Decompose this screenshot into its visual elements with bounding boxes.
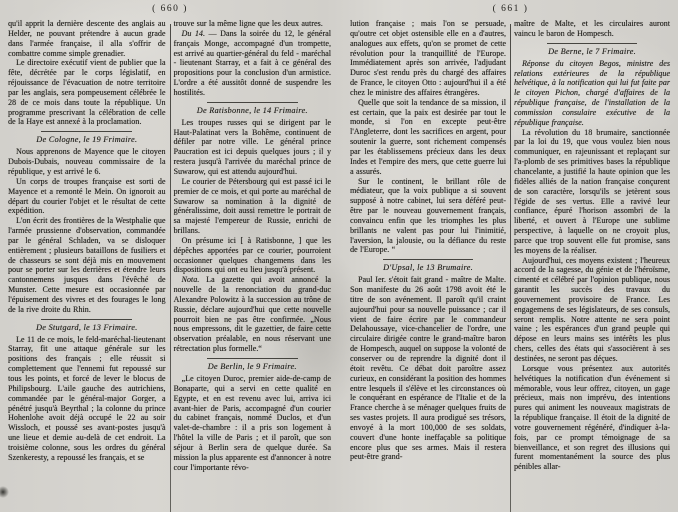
paragraph: Réponse du citoyen Begos, ministre des relations extérieures de la république helvétique, à la notification qui lui fut faite par le citoyen Pichon, chargé d'affaires de la république française, de l'installation de la commission consulaire exécutive de la république française. bbox=[514, 58, 670, 127]
paragraph bbox=[174, 275, 332, 354]
section-heading: De Ratisbonne, le 14 Frimaire. bbox=[196, 105, 308, 115]
paragraph: qu'il apprit la dernière descente des anglais au Helder, ne pouvant prétendre à aucun grade dans l'armée française, il alla s'offrir de combattre comme simple grenadier. bbox=[8, 19, 166, 58]
paragraph: Les troupes russes qui se dirigent par le Haut-Palatinat vers la Bohême, continuent de défiler par notre ville. Le général prince Paucration est ici depuis quelques jours ; il y restera jusqu'à l'arrivée du maréchal prince de Suwarow, qui est attendu aujourd'hui. bbox=[173, 117, 331, 176]
paragraph: L'on écrit des frontières de la Westphalie que l'armée prussienne d'observation, commandée par le général Schladen, va se disloquer entièrement ; plusieurs bataillons de fusiliers et de chasseurs se sont déjà mis en mouvement pour se porter sur les derrières et étendre leurs cantonnemens jusques dans l'évêché de Munster. Cette mesure est occasionnée par l'épuisement des vivres et des fourages le long de la rive droite du Rhin. bbox=[8, 216, 166, 314]
page-660-columns bbox=[5, 18, 335, 512]
section-rule bbox=[547, 43, 637, 44]
section-heading: De Berne, le 7 Frimaire. bbox=[548, 46, 636, 56]
page-number-left: ( 660 ) bbox=[152, 4, 188, 14]
section-rule bbox=[41, 319, 132, 320]
paragraph-lead: Nota. bbox=[181, 275, 200, 285]
page-661-columns bbox=[347, 18, 674, 512]
paragraph: Le directoire exécutif vient de publier que la fête, décrétée par le corps législatif, en réjouissance de l'évacuation de notre territoire par les anglais, sera pompeusement célébrée le 28 de ce mois dans toute la république. Un programme prescrivant la célébration de celle de la Haye est annexé à la proclamation. bbox=[8, 58, 166, 127]
paragraph: Nous apprenons de Mayence que le citoyen Dubois-Dubais, nouveau commissaire de la république, y est arrivé le 6. bbox=[8, 147, 166, 176]
paragraph: „Le citoyen Duroc, premier aide-de-camp de Bonaparte, qui a servi en cette qualité en Egypte, et en est revenu avec lui, arriva ici avant-hier de Paris, accompagné d'un courier du cabinet français, nommé Duclos, et d'un valet-de-chambre : il a pris son logement à l'hôtel la ville de Paris ; et il paroît, que son séjour à Berlin sera de quelque durée. Sa mission la plus apparente est d'annoncer à notre cour l'importante révo- bbox=[173, 374, 331, 472]
section-heading: De Stutgard, le 13 Frimaire. bbox=[36, 322, 138, 332]
text-column-4 bbox=[511, 18, 674, 512]
paragraph: Aujourd'hui, ces moyens existent ; l'heureux accord de la sagesse, du génie et de l'héroïsme, cimenté et célébré par l'opinion publique, nous garantit les succès des travaux du gouvernement provisoire de France. Les engagemens de ses législateurs, de ses consuls, seront remplis. Notre attente ne sera point vaine ; les espérances d'un grand peuple qui dépose en leurs mains ses intérêts les plus chers, celles des états qui s'associèrent à ses destinées, ne seront pas déçues. bbox=[514, 255, 670, 363]
paragraph: Paul Ier. s'étoit fait grand - maître de Malte. Son manifeste du 26 août 1798 avoit été le titre de son avénement. Il paroît qu'il craint aujourd'hui pour sa nouvelle puissance ; car il vient de faire écrire par le commandeur Delahoussaye, vice-chancelier de l'ordre, une circulaire dirigée contre le grand-maître baron de Hompesch, auquel on suppose la volonté de conserver ou de reprendre la dignité dont il étoit revêtu. Ce débat doit paroître assez curieux, en considérant la position des hommes entre lesquels il s'élève et les circonstances où le conquérant en espérance de l'Italie et de la France cherche à se ménager quelques fruits de ses vastes projets. Il aura prodigué ses trésors, envoyé à la mort 100,000 de ses soldats, couvert d'une honte ineffaçable sa politique encore plus que ses armes. Mais il restera peut-être grand- bbox=[350, 275, 506, 462]
text-column-1 bbox=[5, 18, 170, 512]
section-heading: De Berlin, le 9 Frimaire. bbox=[207, 362, 297, 371]
paragraph: Sur le continent, le brillant rôle de médiateur, que la voix publique a si souvent supposé à notre cabinet, lui sera déféré peut-être par le nouveau gouvernement français, convaincu enfin que les triomphes les plus brillants ne valent pas pour lui l'inimitié, l'aversion, la jalousie, ou la défiance du reste de l'Europe. “ bbox=[350, 176, 506, 255]
paragraph: lution française ; mais l'on se persuade, qu'outre cet objet ostensible elle en a d'autres, analogues aux effets, qu'on se promet de cette révolution pour la tranquillité de l'Europe. Immédiatement après son arrivée, l'adjudant Duroc s'est rendu près du chargé des affaires de France, le citoyen Otto : aujourd'hui il a été chez le ministre des affaires étrangères. bbox=[350, 19, 506, 97]
paragraph: On présume ici [ à Ratisbonne, ] que les dépêches apportées par ce courier, pourroient occasionner quelques changemens dans les dispositions qui ont eu lieu jusqu'à présent. bbox=[173, 235, 331, 275]
paragraph: maître de Malte, et les circulaires auront vaincu le baron de Hompesch. bbox=[514, 19, 670, 38]
section-heading: De Cologne, le 19 Frimaire. bbox=[36, 135, 138, 145]
paragraph: Le courier de Pétersbourg qui est passé ici le premier de ce mois, et qui porte au maréchal de Suwarow sa nomination à la dignité de généralissime, doit aussi remettre le portrait de sa majesté l'empereur de Russie, enrichi de brillans. bbox=[173, 176, 331, 236]
section-heading: D'Upsal, le 13 Brumaire. bbox=[383, 263, 473, 273]
page-number-right: ( 661 ) bbox=[492, 4, 529, 14]
paragraph-text: — Dans la soirée du 12, le général français Monge, accompagné d'un trompette, est arrivé au quartier-général du feld - maréchal - lieutenant Starray, et a fait à ce général des propositions pour la conclusion d'un armistice. L'ordre a été aussitôt donné de suspendre les hostilités. bbox=[173, 28, 331, 97]
text-column-3 bbox=[347, 18, 510, 512]
paragraph: Un corps de troupes française est sorti de Mayence et a remonté le Mein. On ignoroit au départ du courier l'objet et le résultat de cette expédition. bbox=[8, 176, 166, 216]
page-661 bbox=[339, 0, 678, 512]
paragraph bbox=[174, 29, 332, 98]
paragraph-lead: Du 14. bbox=[181, 28, 206, 38]
paragraph: La révolution du 18 brumaire, sanctionnée par la loi du 19, que vous voulez bien nous communiquer, en rajeunissant et replaçant sur l'a-plomb de ses primitives bases la république chancelante, a justifié la haute opinion que les fidèles alliés de la nation française conçurent de son caractère, lorsqu'ils se jetèrent sous l'égide de ses vertus. Elle a ravivé leur confiance, épuré l'horison assombri de la liberté, et ouvert à l'Europe une sublime perspective, à laquelle on ne croyoit plus, parce que trop souvent elle fut promise, sans les moyens de la réaliser. bbox=[514, 127, 670, 255]
section-rule bbox=[207, 358, 298, 359]
paragraph: Lorsque vous présentez aux autorités helvétiques la notification d'un événement si mémorable, vous leur offrez, citoyen, un gage précieux, mais non imprévu, des intentions pures qui animent les nouveaux magistrats de la république française. Il étoit de la dignité de votre gouvernement régénéré, d'indiquer à-la-fois, par ce prompt témoignage de sa bienveillance, et son regret des illusions qui furent momentanément la source des plus pénibles allar- bbox=[514, 363, 670, 472]
text-column-2 bbox=[171, 18, 336, 512]
paragraph-text: La gazette qui avoit annoncé la nouvelle de la renonciation du grand-duc Alexandre Polowitz à la succession au trône de Russie, déclare aujourd'hui que cette nouvelle pourroit bien ne pas être confirmée. „Nous nous empressons, dit le gazettier, de faire cette observation préalable, en nous réservant une rétrectation plus formelle.“ bbox=[173, 275, 331, 354]
paragraph: trouve sur la même ligne que les deux autres. bbox=[173, 19, 323, 28]
paragraph: Le 11 de ce mois, le feld-maréchal-lieutenant Starray, fit une attaque générale sur les positions des français ; elle réussit si complettement que l'ennemi fut repoussé sur tous les points, et forcé de lever le blocus de Philipsbourg. L'aile gauche des autrichiens, commandée par le général-major Gorger, a pénétré jusqu'à Beyrthal ; la colonne du prince Hohenlohe avoit déjà occupé le 22 au soir Wissloch, et poussé ses avant-postes jusqu'à une lieue et demie au-delà de cet endroit. La troisième colonne, sous les ordres du général Szenkeresty, a repoussé les français, et se bbox=[8, 334, 166, 462]
paragraph: Quelle que soit la tendance de sa mission, il est certain, que la paix est desirée par tout le monde, si l'on en excepte peut-être l'Angleterre, dont les sacrifices en argent, pour soutenir la guerre, sont richement compensés par les établissemens précieux dans les deux Indes et l'empire des mers, que cette guerre lui a assurés. bbox=[350, 97, 506, 176]
section-rule bbox=[41, 131, 132, 132]
section-rule bbox=[207, 102, 298, 103]
section-rule bbox=[383, 259, 473, 260]
